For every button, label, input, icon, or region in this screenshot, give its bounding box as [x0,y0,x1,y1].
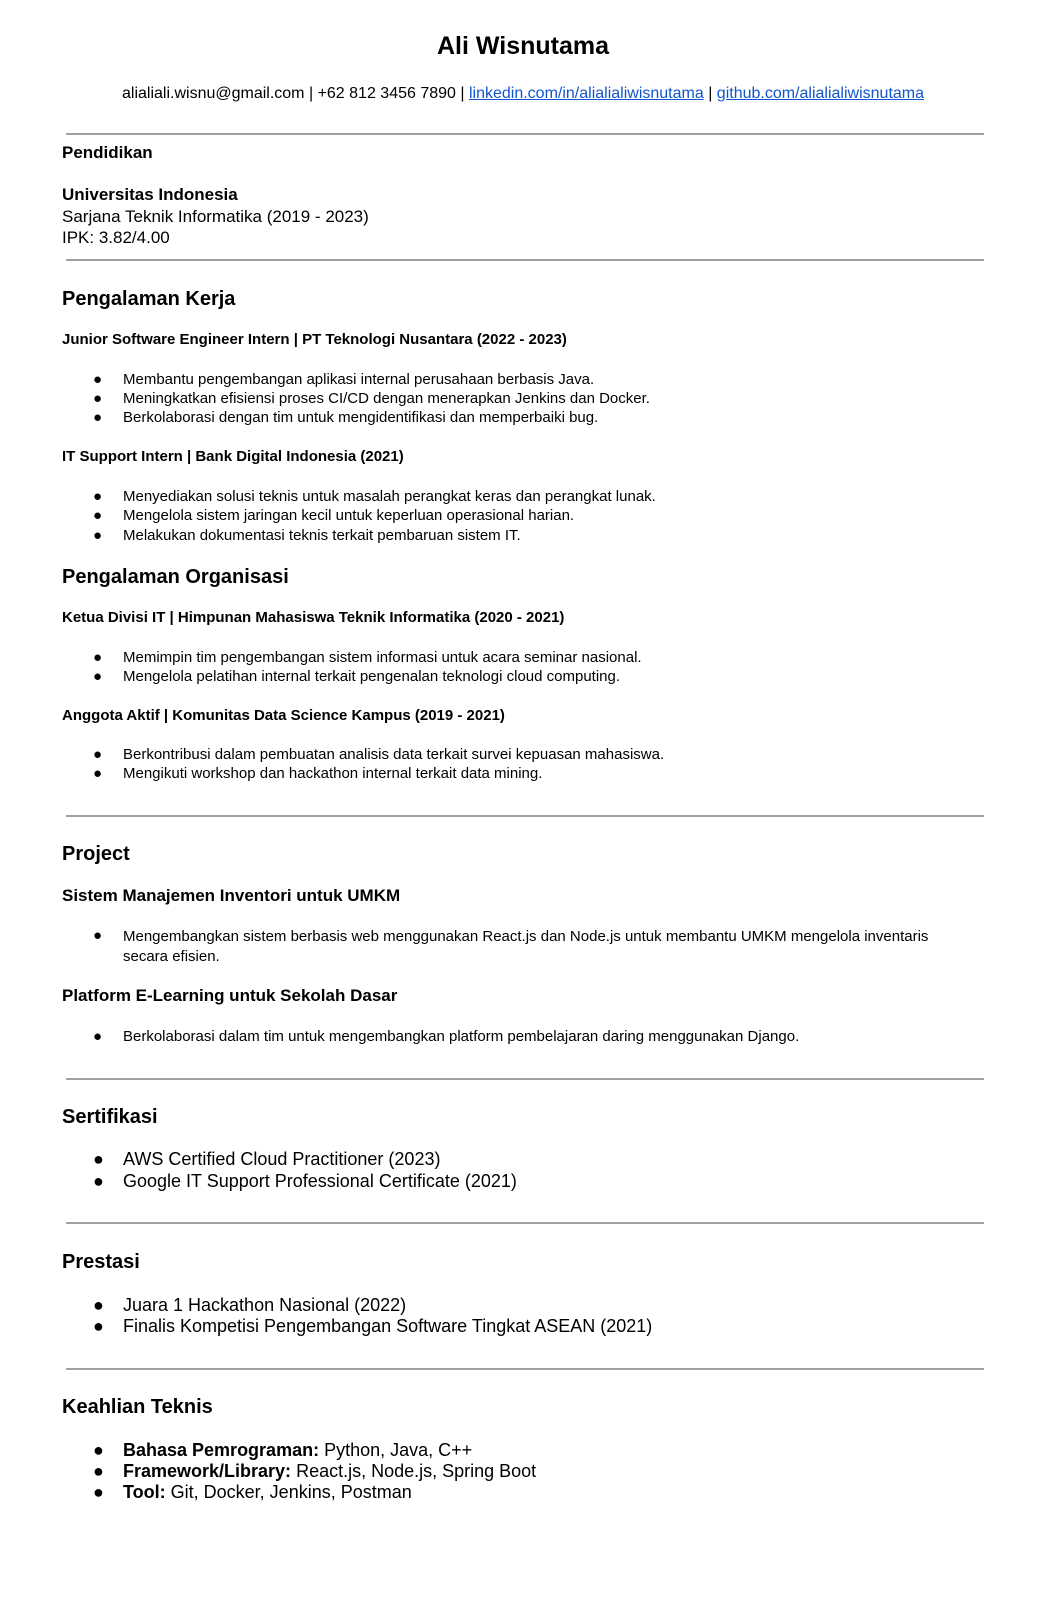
job-title: IT Support Intern | Bank Digital Indonesia (2021) [62,448,404,465]
github-link[interactable]: github.com/alialialiwisnutama [716,85,925,102]
divider [66,259,984,261]
skills-heading: Keahlian Teknis [62,1396,213,1418]
bullet-icon: ● [93,1440,104,1460]
divider [66,1368,984,1370]
bullet-icon: ● [93,649,103,666]
bullet-icon: ● [93,390,103,407]
bullet-icon: ● [93,1295,104,1315]
work-heading: Pengalaman Kerja [62,288,236,310]
resume-page: Ali Wisnutama alialiali.wisnu@gmail.com | +62 812 3456 7890 | linkedin.com/in/alialialiwisnutama | github.com/alialialiwisnutama Pendidikan Universitas Indonesia Sarjana Teknik Informatika (2019 - 2023) IPK: 3.82/4.00 Pengalaman Kerja Junior Software Engineer Intern | PT Teknologi Nusantara (2022 - 2023) ● Membantu pengembangan aplikasi internal perusahaan berbasis Java. ● Meningkatkan efisiensi proses CI/CD dengan menerapkan Jenkins dan Docker. ● Berkolaborasi dengan tim untuk mengidentifikasi dan memperbaiki bug. IT Support Intern | Bank Digital Indonesia (2021) ● Menyediakan solusi teknis untuk masalah perangkat keras dan perangkat lunak. ● Mengelola sistem jaringan kecil untuk keperluan operasional harian. ● Melakukan dokumentasi teknis terkait pembaruan sistem IT. Pengalaman Organisasi Ketua Divisi IT | Himpunan Mahasiswa Teknik Informatika (2020 - 2021) ● Memimpin tim pengembangan sistem informasi untuk acara seminar nasional. ● Mengelola pelatihan internal terkait pengenalan teknologi cloud computing. Anggota Aktif | Komunitas Data Science Kampus (2019 - 2021) ● Berkontribusi dalam pembuatan analisis data terkait survei kepuasan mahasiswa. ● Mengikuti workshop dan hackathon internal terkait data mining. Project Sistem Manajemen Inventori untuk UMKM ● Mengembangkan sistem berbasis web menggunakan React.js dan Node.js untuk membantu UMKM mengelola inventaris secara efisien. Platform E-Learning untuk Sekolah Dasar ● Berkolaborasi dalam tim untuk mengembangkan platform pembelajaran daring menggunakan Django. Sertifikasi ● AWS Certified Cloud Practitioner (2023) ● Google IT Support Professional Certificate (2021) Prestasi ● Juara 1 Hackathon Nasional (2022) ● Finalis Kompetisi Pengembangan Software Tingkat ASEAN (2021) Keahlian Teknis ● Bahasa Pemrograman: Python, Java, C++ ● Framework/Library: React.js, Node.js, Spring Boot ● Tool: Git, Docker, Jenkins, Postman [0,0,1046,1600]
bullet-icon: ● [93,1028,103,1045]
divider [66,1222,984,1224]
bullet-icon: ● [93,927,103,944]
candidate-name: Ali Wisnutama [436,32,610,60]
bullet-icon: ● [93,1171,104,1191]
divider [66,1078,984,1080]
email-text: alialiali.wisnu@gmail.com [121,85,305,102]
bullet-icon: ● [93,1316,104,1336]
linkedin-link[interactable]: linkedin.com/in/alialialiwisnutama [468,85,704,102]
bullet-icon: ● [93,1482,104,1502]
separator: | [304,85,318,102]
achievements-heading: Prestasi [62,1251,140,1273]
education-heading: Pendidikan [62,143,153,162]
school-name: Universitas Indonesia [62,185,238,204]
separator: | [703,85,717,102]
bullet-icon: ● [93,668,103,685]
project-title: Platform E-Learning untuk Sekolah Dasar [62,986,398,1005]
skill-label: Framework/Library: [123,1461,292,1481]
certifications-heading: Sertifikasi [62,1106,158,1128]
job-title: Junior Software Engineer Intern | PT Teknologi Nusantara (2022 - 2023) [62,331,567,348]
separator: | [455,85,469,102]
bullet-icon: ● [93,409,103,426]
project-title: Sistem Manajemen Inventori untuk UMKM [62,886,401,905]
bullet-icon: ● [93,746,103,763]
projects-heading: Project [62,843,130,865]
contact-line [0,85,1046,103]
phone-text: +62 812 3456 7890 [317,85,456,102]
role-title: Ketua Divisi IT | Himpunan Mahasiswa Teknik Informatika (2020 - 2021) [62,609,565,626]
bullet-icon: ● [93,371,103,388]
organization-heading: Pengalaman Organisasi [62,566,289,588]
bullet-icon: ● [93,488,103,505]
bullet-icon: ● [93,527,103,544]
degree-text: Sarjana Teknik Informatika (2019 - 2023) [62,207,369,226]
gpa-text: IPK: 3.82/4.00 [62,228,170,247]
skill-value: Python, Java, C++ [319,1440,473,1460]
role-title: Anggota Aktif | Komunitas Data Science Kampus (2019 - 2021) [62,707,505,724]
skill-label: Bahasa Pemrograman: [123,1440,320,1460]
skill-label: Tool: [123,1482,166,1502]
divider [66,133,984,135]
bullet-icon: ● [93,765,103,782]
divider [66,815,984,817]
skill-value: Git, Docker, Jenkins, Postman [165,1482,412,1502]
bullet-icon: ● [93,1461,104,1481]
bullet-icon: ● [93,1149,104,1169]
skill-value: React.js, Node.js, Spring Boot [291,1461,537,1481]
bullet-icon: ● [93,507,103,524]
